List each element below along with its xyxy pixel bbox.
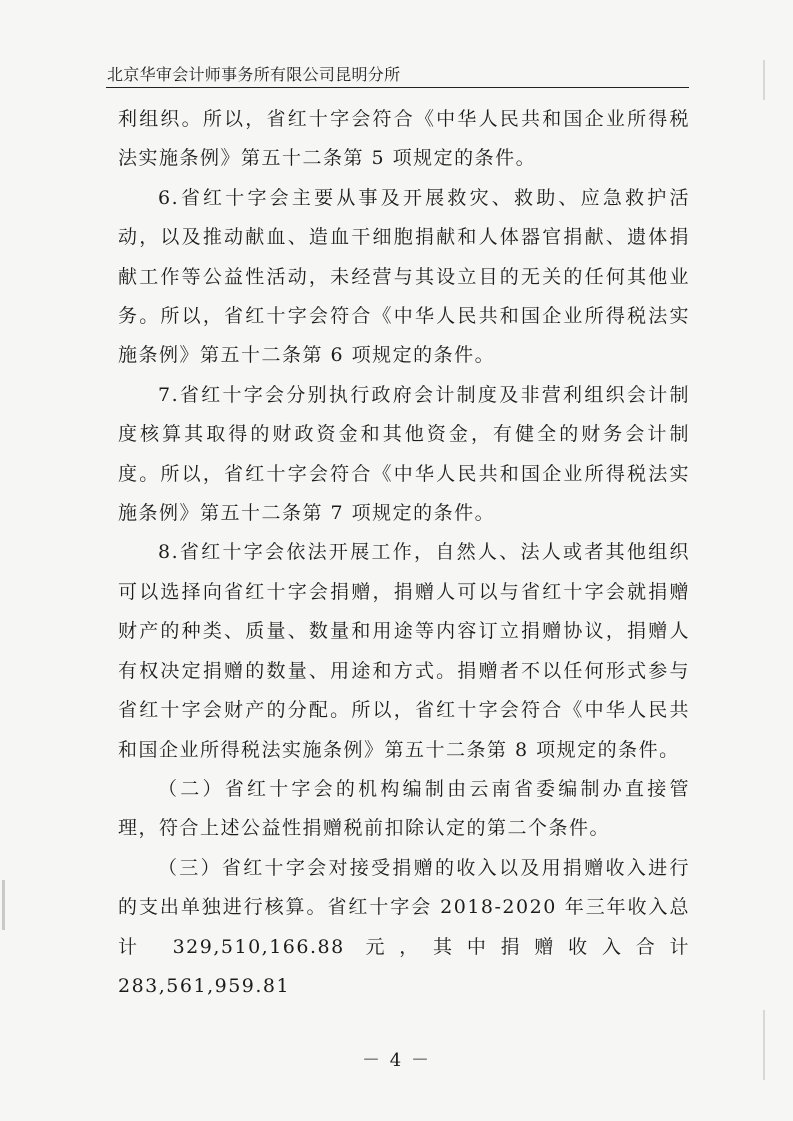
paragraph-section-2: （二）省红十字会的机构编制由云南省委编制办直接管理，符合上述公益性捐赠税前扣除认定的第二个条件。 <box>118 777 690 840</box>
page-number: － 4 － <box>362 1050 431 1071</box>
paragraph-item-8: 8.省红十字会依法开展工作，自然人、法人或者其他组织可以选择向省红十字会捐赠，捐赠人可以与省红十字会就捐赠财产的种类、质量、数量和用途等内容订立捐赠协议，捐赠人有权决定捐赠的数量、用途和方式。捐赠者不以任何形式参与省红十字会财产的分配。所以，省红十字会符合《中华人民共和国企业所得税法实施条例》第五十二条第 8 项规定的条件。 <box>118 541 690 761</box>
scan-edge-mark <box>763 60 765 100</box>
header-divider <box>106 87 689 88</box>
document-body <box>118 100 690 1006</box>
scan-edge-mark <box>763 1010 765 1080</box>
paragraph-1: 利组织。所以，省红十字会符合《中华人民共和国企业所得税法实施条例》第五十二条第 5 项规定的条件。 <box>118 108 690 170</box>
scan-edge-speck <box>2 880 5 930</box>
paragraph-item-7: 7.省红十字会分别执行政府会计制度及非营利组织会计制度核算其取得的财政资金和其他资金，有健全的财务会计制度。所以，省红十字会符合《中华人民共和国企业所得税法实施条例》第五十二条第 7 项规定的条件。 <box>118 383 690 525</box>
page-header-org: 北京华审会计师事务所有限公司昆明分所 <box>107 65 401 84</box>
paragraph-section-3: （三）省红十字会对接受捐赠的收入以及用捐赠收入进行的支出单独进行核算。省红十字会 2018-2020 年三年收入总计 329,510,166.88 元，其中捐赠收入合计 283,561,959.81 <box>118 856 690 997</box>
paragraph-item-6: 6.省红十字会主要从事及开展救灾、救助、应急救护活动，以及推动献血、造血干细胞捐献和人体器官捐献、遗体捐献工作等公益性活动，未经营与其设立目的无关的任何其他业务。所以，省红十字会符合《中华人民共和国企业所得税法实施条例》第五十二条第 6 项规定的条件。 <box>118 186 690 367</box>
